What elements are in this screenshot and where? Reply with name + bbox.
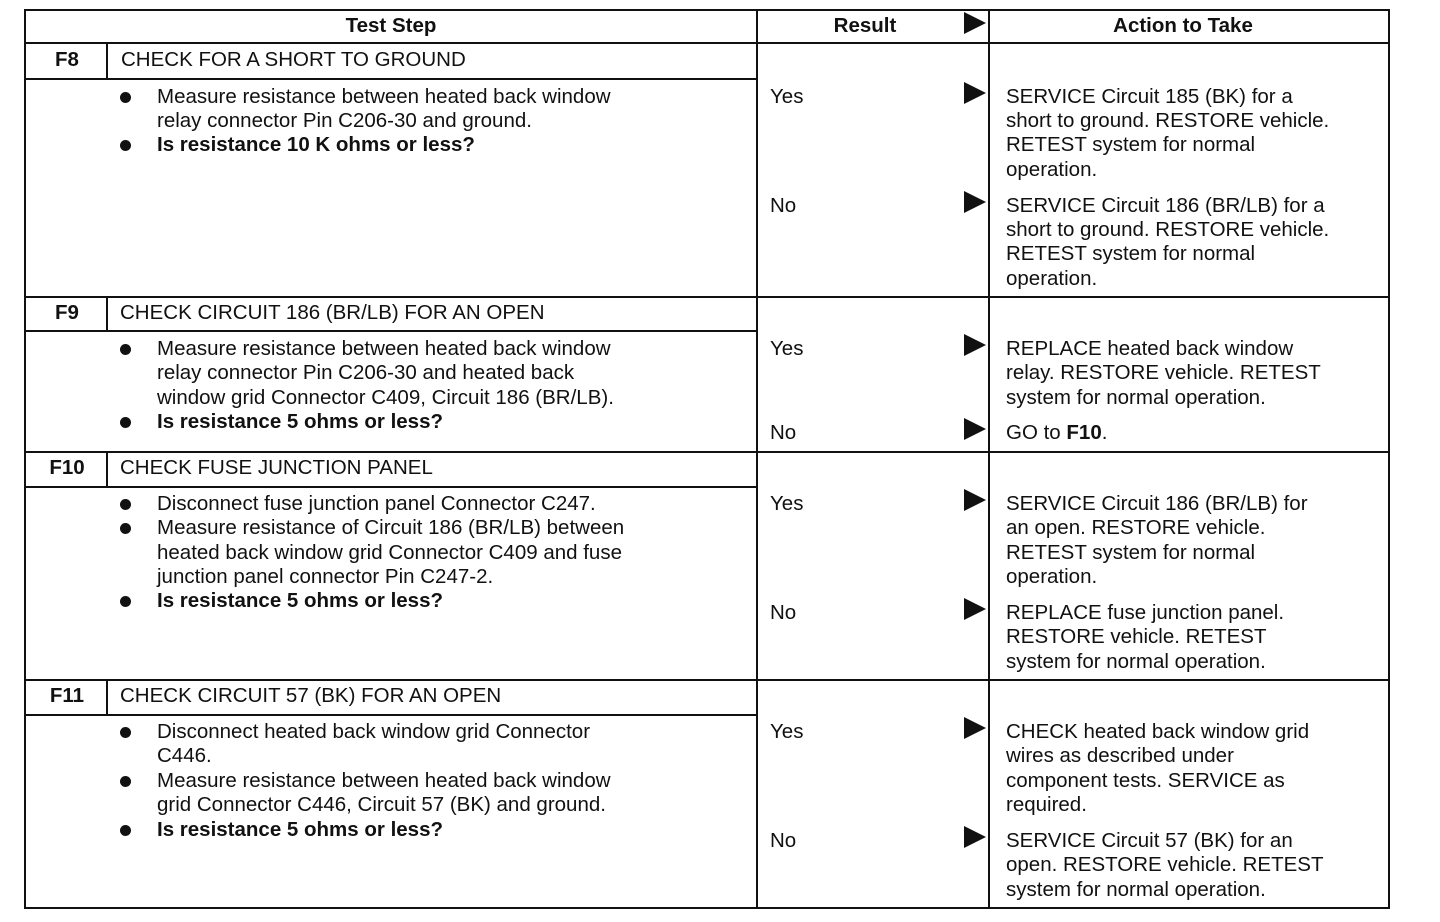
title-underline-f8: [24, 78, 757, 80]
step-text: Measure resistance between heated back window: [157, 337, 611, 360]
step-title: CHECK FOR A SHORT TO GROUND: [121, 48, 466, 71]
action-text: system for normal operation.: [1006, 650, 1266, 673]
action-text: REPLACE heated back window: [1006, 337, 1294, 360]
bullet-icon: [120, 596, 131, 607]
action-text: SERVICE Circuit 185 (BK) for a: [1006, 85, 1293, 108]
action-text: short to ground. RESTORE vehicle.: [1006, 218, 1330, 241]
step-text: heated back window grid Connector C409 and fuse: [157, 541, 622, 564]
step-reference: F10: [1066, 421, 1102, 444]
action-text: operation.: [1006, 158, 1098, 181]
result-label: No: [770, 829, 797, 852]
bullet-icon: [120, 499, 131, 510]
bullet-icon: [120, 140, 131, 151]
step-id: F8: [55, 48, 79, 71]
step-text: relay connector Pin C206-30 and heated back: [157, 361, 575, 384]
arrow-right-icon: [964, 826, 986, 848]
action-text: REPLACE fuse junction panel.: [1006, 601, 1285, 624]
row-divider-f8: [24, 296, 1390, 298]
title-underline-f10: [24, 486, 757, 488]
bullet-icon: [120, 417, 131, 428]
action-text: short to ground. RESTORE vehicle.: [1006, 109, 1330, 132]
bullet-icon: [120, 825, 131, 836]
header-divider: [24, 42, 1390, 44]
table-border-top: [24, 9, 1390, 11]
header-action: Action to Take: [1113, 14, 1253, 37]
column-divider-action: [988, 9, 990, 909]
step-question: Is resistance 5 ohms or less?: [157, 589, 443, 612]
step-text: grid Connector C446, Circuit 57 (BK) and ground.: [157, 793, 606, 816]
action-text: wires as described under: [1006, 744, 1234, 767]
result-label: Yes: [770, 720, 804, 743]
arrow-right-icon: [964, 418, 986, 440]
step-title: CHECK FUSE JUNCTION PANEL: [120, 456, 433, 479]
step-text: Disconnect fuse junction panel Connector C247.: [157, 492, 596, 515]
step-question: Is resistance 5 ohms or less?: [157, 410, 443, 433]
action-text: RESTORE vehicle. RETEST: [1006, 625, 1267, 648]
title-underline-f11: [24, 714, 757, 716]
bullet-icon: [120, 92, 131, 103]
header-arrow-icon: [964, 12, 986, 34]
action-prefix: GO to: [1006, 421, 1067, 444]
action-text: CHECK heated back window grid: [1006, 720, 1310, 743]
action-text: operation.: [1006, 565, 1098, 588]
action-text: RETEST system for normal: [1006, 541, 1256, 564]
bullet-icon: [120, 344, 131, 355]
arrow-right-icon: [964, 334, 986, 356]
action-text: required.: [1006, 793, 1087, 816]
arrow-right-icon: [964, 598, 986, 620]
action-text: SERVICE Circuit 186 (BR/LB) for: [1006, 492, 1308, 515]
step-text: Disconnect heated back window grid Connector: [157, 720, 591, 743]
table-border-right: [1388, 9, 1390, 909]
title-underline-f9: [24, 330, 757, 332]
arrow-right-icon: [964, 717, 986, 739]
result-label: No: [770, 194, 797, 217]
action-text: system for normal operation.: [1006, 878, 1266, 901]
step-text: window grid Connector C409, Circuit 186 (BR/LB).: [157, 386, 614, 409]
step-text: relay connector Pin C206-30 and ground.: [157, 109, 532, 132]
action-text: RETEST system for normal: [1006, 133, 1256, 156]
step-id: F11: [49, 684, 85, 707]
action-text: an open. RESTORE vehicle.: [1006, 516, 1266, 539]
step-text: Measure resistance between heated back window: [157, 85, 611, 108]
row-divider-f10: [24, 679, 1390, 681]
step-text: Measure resistance of Circuit 186 (BR/LB) between: [157, 516, 625, 539]
step-text: junction panel connector Pin C247-2.: [157, 565, 494, 588]
arrow-right-icon: [964, 82, 986, 104]
arrow-right-icon: [964, 489, 986, 511]
table-border-bottom: [24, 907, 1390, 909]
action-text: component tests. SERVICE as: [1006, 769, 1285, 792]
row-divider-f9: [24, 451, 1390, 453]
action-text: operation.: [1006, 267, 1098, 290]
bullet-icon: [120, 727, 131, 738]
bullet-icon: [120, 523, 131, 534]
action-suffix: .: [1101, 421, 1108, 444]
result-label: Yes: [770, 85, 804, 108]
action-text: [1006, 421, 1107, 446]
action-text: RETEST system for normal: [1006, 242, 1256, 265]
action-text: SERVICE Circuit 57 (BK) for an: [1006, 829, 1293, 852]
action-text: system for normal operation.: [1006, 386, 1266, 409]
bullet-icon: [120, 776, 131, 787]
step-title: CHECK CIRCUIT 57 (BK) FOR AN OPEN: [120, 684, 502, 707]
result-label: Yes: [770, 492, 804, 515]
result-label: No: [770, 421, 797, 444]
action-text: open. RESTORE vehicle. RETEST: [1006, 853, 1324, 876]
action-text: SERVICE Circuit 186 (BR/LB) for a: [1006, 194, 1325, 217]
header-test-step: Test Step: [345, 14, 437, 37]
action-text: relay. RESTORE vehicle. RETEST: [1006, 361, 1321, 384]
step-id: F10: [49, 456, 85, 479]
step-text: Measure resistance between heated back window: [157, 769, 611, 792]
result-label: Yes: [770, 337, 804, 360]
step-question: Is resistance 5 ohms or less?: [157, 818, 443, 841]
column-divider-result: [756, 9, 758, 909]
step-text: C446.: [157, 744, 212, 767]
arrow-right-icon: [964, 191, 986, 213]
step-question: Is resistance 10 K ohms or less?: [157, 133, 475, 156]
header-result: Result: [833, 14, 897, 37]
step-title: CHECK CIRCUIT 186 (BR/LB) FOR AN OPEN: [120, 301, 545, 324]
result-label: No: [770, 601, 797, 624]
step-id: F9: [55, 301, 79, 324]
